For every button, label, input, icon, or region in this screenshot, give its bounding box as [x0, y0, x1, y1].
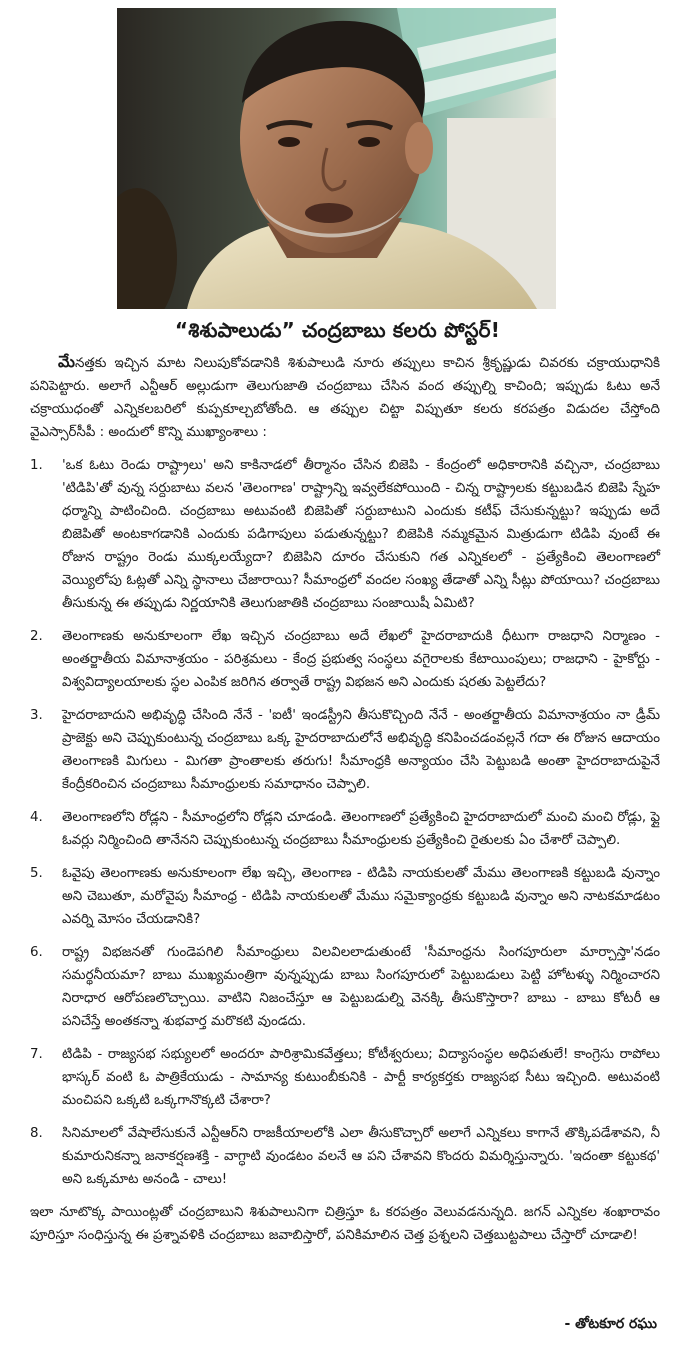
- point-text: 'ఒక ఓటు రెండు రాష్ట్రాలు' అని కాకినాడలో తీర్మానం చేసిన బిజెపి - కేంద్రంలో అధికారానికి వచ్చినా, చంద్రబాబు 'టిడిపి'తో వున్న సర్దుబాటు వలన 'తెలంగాణ' రాష్ట్రాన్ని ఇవ్వలేకపోయింది - చిన్న రాష్ట్రాలకు కట్టుబడిన బిజెపి స్నేహ ధర్మాన్ని పాటించింది. చంద్రబాబు అటువంటి బిజెపితో సర్దుబాటుని ఎందుకు కటీఫ్ చేసుకున్నట్టు? ఇప్పుడు అదే బిజెపితో అంటకాగడానికి ఎందుకు పడిగాపులు పడుతున్నట్టు? బిజెపికి నమ్మకమైన మిత్రుడుగా టిడిపి వుంటే ఈ రోజున రాష్ట్రం రెండు ముక్కలయ్యేదా? బిజెపిని దూరం చేసుకుని గత ఎన్నికలలో - ప్రత్యేకించి తెలంగాణలో వెయ్యిలోపు ఓట్లతో ఎన్ని స్థానాలు చేజారాయి? సీమాంధ్రలో వందల సంఖ్య తేడాతో ఎన్ని సీట్లు పోయాయి? చంద్రబాబు తీసుకున్న ఈ తప్పుడు నిర్ణయానికి తెలుగుజాతికి చంద్రబాబు సంజాయిషీ ఏమిటి?: [62, 458, 660, 611]
- intro-dropcap: మే: [58, 352, 75, 371]
- point-text: ఓవైపు తెలంగాణకు అనుకూలంగా లేఖ ఇచ్చి, తెలంగాణ - టిడిపి నాయకులతో మేము తెలంగాణకి కట్టుబడి వున్నాం అని చెబుతూ, మరోవైపు సీమాంధ్ర - టిడిపి నాయకులతో మేము సమైక్యాంధ్రకు కట్టుబడి వున్నాం అని నాటకమాడటం ఎవర్ని మోసం చేయడానికి?: [62, 866, 660, 927]
- point-number: 8.: [30, 1126, 43, 1141]
- point-number: 1.: [30, 458, 43, 473]
- point-text: రాష్ట్ర విభజనతో గుండెపగిలి సీమాంధ్రులు విలవిలలాడుతుంటే 'సీమాంధ్రను సింగపూరులా మార్చాస్తా'నడం సమర్థనీయమా? బాబు ముఖ్యమంత్రిగా వున్నప్పుడు బాబు సింగపూరులో పెట్టుబడులు పెట్టి హోటళ్ళు నిర్మించారని నిరాధార ఆరోపణలొచ్చాయి. వాటిని నిజంచేస్తూ ఆ పెట్టుబడుల్ని వెనక్కి తీసుకొస్తారా? బాబు - బాబు కోటరీ ఆ పనిచేస్తే అంతకన్నా శుభవార్త మరొకటి వుండదు.: [62, 945, 660, 1029]
- point-number: 4.: [30, 810, 43, 825]
- list-item: [30, 1043, 660, 1112]
- list-item: [30, 704, 660, 796]
- key-points-list: [30, 454, 660, 1191]
- point-number: 7.: [30, 1047, 43, 1062]
- point-text: తెలంగాణకు అనుకూలంగా లేఖ ఇచ్చిన చంద్రబాబు అదే లేఖలో హైదరాబాదుకి ధీటుగా రాజధాని నిర్మాణం - అంతర్జాతీయ విమానాశ్రయం - పరిశ్రమలు - కేంద్ర ప్రభుత్వ సంస్థలు వగైరాలకు కేటాయింపులు; రాజధాని - హైకోర్టు - విశ్వవిద్యాలయాలకు స్థల ఎంపిక జరిగిన తర్వాతే రాష్ట్ర విభజన అని ఎందుకు షరతు పెట్టలేదు?: [62, 629, 660, 690]
- article-body: [30, 350, 660, 1247]
- portrait-image: [117, 8, 556, 309]
- point-text: హైదరాబాదుని అభివృద్ధి చేసింది నేనే - 'ఐటీ' ఇండస్ట్రీని తీసుకొచ్చింది నేనే - అంతర్జాతీయ విమానాశ్రయం నా డ్రీమ్ ప్రాజెక్టు అని చెప్పుకుంటున్న చంద్రబాబు ఒక్క హైదరాబాదులోనే అభివృద్ధి కనిపించడంవల్లనే గదా ఈ రోజున ఆదాయం తెలంగాణకి మిగులు - మిగతా ప్రాంతాలకు తరుగు! సీమాంధ్రకి అన్యాయం చేసి పెట్టుబడి అంతా హైదరాబాదుపైనే కేంద్రీకరించిన చంద్రబాబు సీమాంధ్రులకు సమాధానం చెప్పాలి.: [62, 708, 660, 792]
- intro-text: నత్తకు ఇచ్చిన మాట నిలుపుకోవడానికి శిశుపాలుడి నూరు తప్పులు కాచిన శ్రీకృష్ణుడు చివరకు చక్రాయుధానికి పనిపెట్టారు. అలాగే ఎన్టీఆర్ అల్లుడుగా తెలుగుజాతి చంద్రబాబు చేసిన వంద తప్పుల్ని కాచింది; ఇప్పుడు ఓటు అనే చక్రాయుధంతో ఎన్నికలబరిలో కుప్పకూల్చబోతోంది. ఆ తప్పుల చిట్టా విప్పుతూ కలరు కరపత్రం విడుదల చేస్తోంది వైఎస్సార్‌సీపీ : అందులో కొన్ని ముఖ్యాంశాలు :: [30, 356, 660, 440]
- list-item: [30, 625, 660, 694]
- point-text: టిడిపి - రాజ్యసభ సభ్యులలో అందరూ పారిశ్రామికవేత్తలు; కోటీశ్వరులు; విద్యాసంస్థల అధిపతులే! కాంగ్రెసు రాపోలు భాస్కర్ వంటి ఓ పాత్రికేయుడు - సామాన్య కుటుంబీకునికి - పార్టీ కార్యకర్తకు రాజ్యసభ సీటు ఇచ్చింది. అటువంటి మంచిపని ఒక్కటి ఒక్కగానొక్కటి చేశారా?: [62, 1047, 660, 1108]
- intro-paragraph: [30, 350, 660, 444]
- point-text: తెలంగాణలోని రోడ్లని - సీమాంధ్రలోని రోడ్లని చూడండి. తెలంగాణలో ప్రత్యేకించి హైదరాబాదులో మంచి మంచి రోడ్లు, ఫ్లై ఓవర్లు నిర్మించింది తానేనని చెప్పుకుంటున్న చంద్రబాబు సీమాంధ్రులకు ప్రత్యేకించి రైతులకు ఏం చేశారో చెప్పాలి.: [62, 810, 660, 848]
- article-photo: [117, 8, 556, 309]
- list-item: [30, 862, 660, 931]
- point-number: 2.: [30, 629, 43, 644]
- author-signature: - తోటకూర రఘు: [564, 1316, 657, 1332]
- point-number: 6.: [30, 945, 43, 960]
- list-item: [30, 1122, 660, 1191]
- point-number: 5.: [30, 866, 43, 881]
- closing-paragraph: ఇలా నూటొక్క పాయింట్లతో చంద్రబాబుని శిశుపాలునిగా చిత్రిస్తూ ఓ కరపత్రం వెలువడనున్నది. జగన్ ఎన్నికల శంఖారావం పూరిస్తూ సంధిస్తున్న ఈ ప్రశ్నావళికి చంద్రబాబు జవాబిస్తారో, పనికిమాలిన చెత్త ప్రశ్నలని చెత్తబుట్టపాలు చేస్తారో చూడాలి!: [30, 1205, 660, 1243]
- point-text: సినిమాలలో వేషాలేసుకునే ఎన్టీఆర్‌ని రాజకీయాలలోకి ఎలా తీసుకొచ్చారో అలాగే ఎన్నికలు కాగానే తొక్కిపడేశావని, నీ కుమారునికన్నా జనాకర్షణశక్తి - వాగ్ధాటి వుండటం వలనే ఆ పని చేశావని కొందరు విమర్శిస్తున్నారు. 'ఇదంతా కట్టుకథ' అని ఒక్కమాట అనండి - చాలు!: [62, 1126, 660, 1187]
- article-headline: “శిశుపాలుడు” చంద్రబాబు కలరు పోస్టర్!: [174, 318, 501, 342]
- list-item: [30, 806, 660, 852]
- point-number: 3.: [30, 708, 43, 723]
- list-item: [30, 454, 660, 615]
- list-item: [30, 941, 660, 1033]
